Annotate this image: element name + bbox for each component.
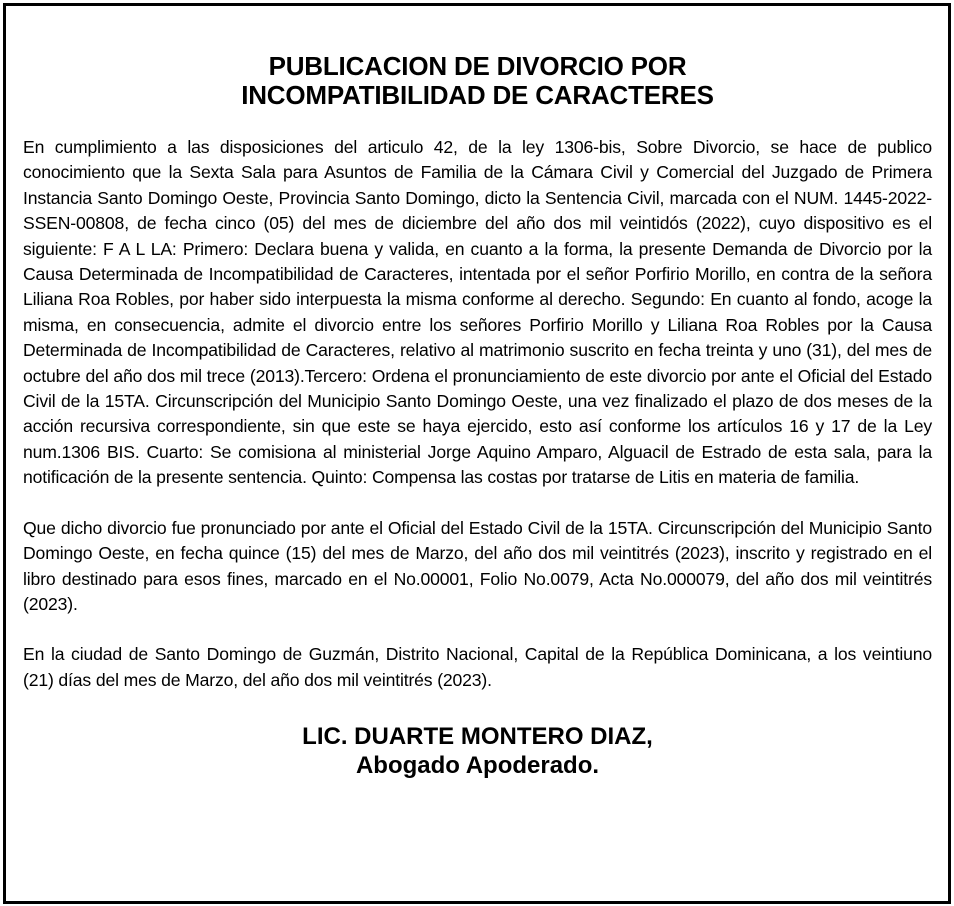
- signature-role: Abogado Apoderado.: [355, 752, 600, 780]
- notice-title: [23, 52, 932, 110]
- notice-border: [3, 3, 951, 904]
- signature-block: [23, 722, 932, 780]
- notice-content: [23, 6, 932, 780]
- notice-paragraph-ruling: En cumplimiento a las disposiciones del articulo 42, de la ley 1306-bis, Sobre Divorcio, se hace de publico conocimiento que la Sexta Sala para Asuntos de Familia de la Cámara Civil y Comercial del Juzgado de Primera Instancia Santo Domingo Oeste, Provincia Santo Domingo, dicto la Sentencia Civil, marcada con el NUM. 1445-2022-SSEN-00808, de fecha cinco (05) del mes de diciembre del año dos mil veintidós (2022), cuyo dispositivo es el siguiente: F A L LA: Primero: Declara buena y valida, en cuanto a la forma, la presente Demanda de Divorcio por la Causa Determinada de Incompatibilidad de Caracteres, intentada por el señor Porfirio Morillo, en contra de la señora Liliana Roa Robles, por haber sido interpuesta la misma conforme al derecho. Segundo: En cuanto al fondo, acoge la misma, en consecuencia, admite el divorcio entre los señores Porfirio Morillo y Liliana Roa Robles por la Causa Determinada de Incompatibilidad de Caracteres, relativo al matrimonio suscrito en fecha treinta y uno (31), del mes de octubre del año dos mil trece (2013).Tercero: Ordena el pronunciamiento de este divorcio por ante el Oficial del Estado Civil de la 15TA. Circunscripción del Municipio Santo Domingo Oeste, una vez finalizado el plazo de dos meses de la acción recursiva correspondiente, sin que este se haya ejercido, esto así conforme los artículos 16 y 17 de la Ley num.1306 BIS. Cuarto: Se comisiona al ministerial Jorge Aquino Amparo, Alguacil de Estrado de esta sala, para la notificación de la presente sentencia. Quinto: Compensa las costas por tratarse de Litis en materia de familia.: [23, 137, 932, 488]
- notice-paragraph-pronouncement: Que dicho divorcio fue pronunciado por ante el Oficial del Estado Civil de la 15TA. Circunscripción del Municipio Santo Domingo Oeste, en fecha quince (15) del mes de Marzo, del año dos mil veintitrés (2023), inscrito y registrado en el libro destinado para esos fines, marcado en el No.00001, Folio No.0079, Acta No.000079, del año dos mil veintitrés (2023).: [23, 517, 932, 614]
- notice-paragraph-place-date: En la ciudad de Santo Domingo de Guzmán, Distrito Nacional, Capital de la República Dominicana, a los veintiuno (21) días del mes de Marzo, del año dos mil veintitrés (2023).: [23, 644, 932, 690]
- notice-title-line-2: INCOMPATIBILIDAD DE CARACTERES: [241, 80, 714, 110]
- notice-title-line-1: PUBLICACION DE DIVORCIO POR: [268, 51, 687, 81]
- signature-name: LIC. DUARTE MONTERO DIAZ,: [302, 723, 653, 751]
